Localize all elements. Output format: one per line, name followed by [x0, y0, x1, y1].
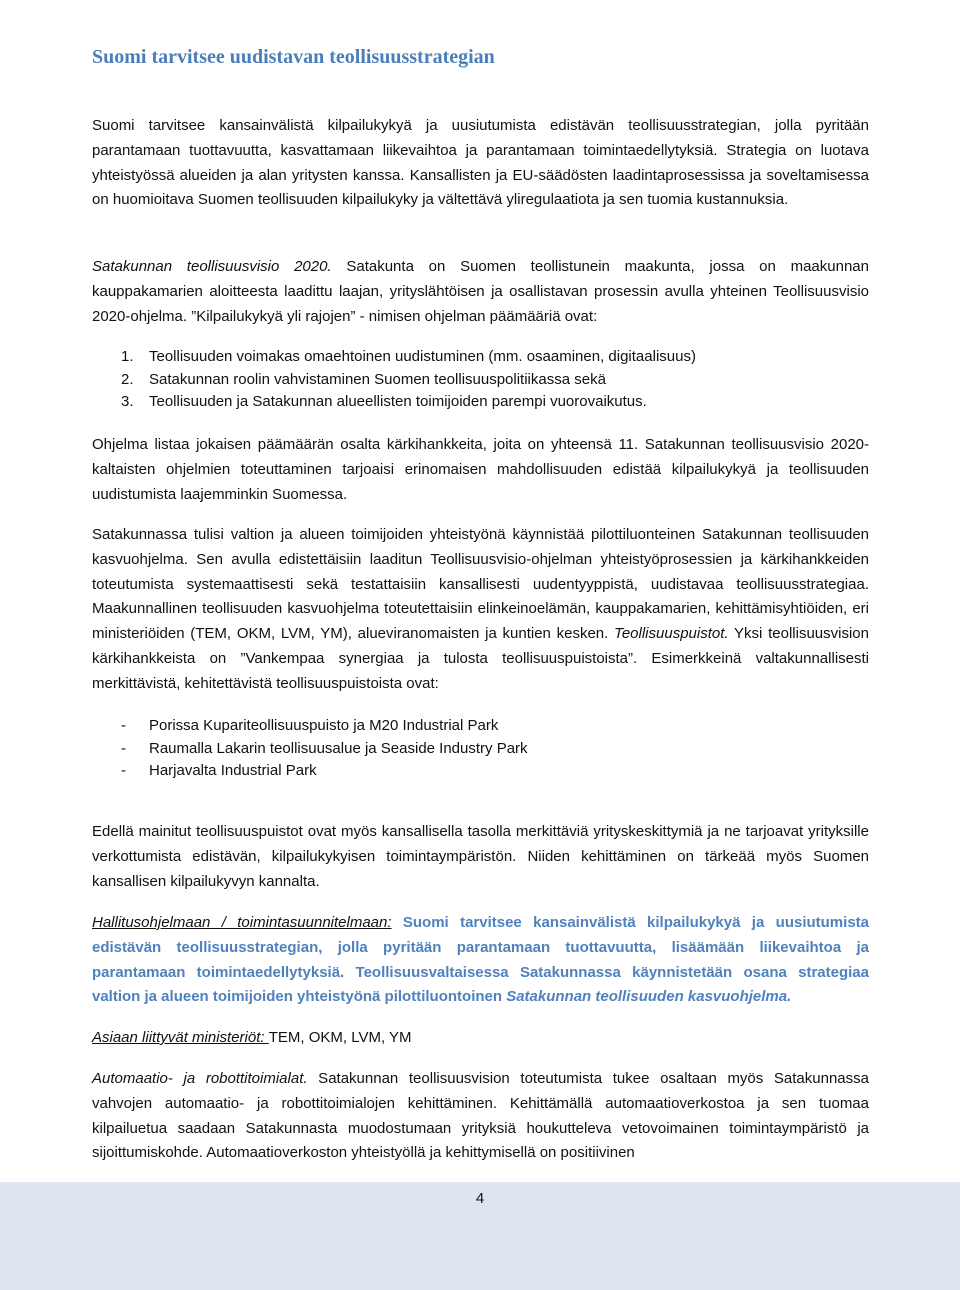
list-item	[92, 391, 869, 414]
paragraph-ministeriot	[92, 1026, 869, 1051]
goals-list	[92, 346, 869, 414]
list-item-text: Porissa Kupariteollisuuspuisto ja M20 Industrial Park	[149, 717, 499, 734]
list-item-text: Teollisuuden voimakas omaehtoinen uudistuminen (mm. osaaminen, digitaalisuus)	[149, 348, 696, 365]
paragraph-teollisuusvisio	[92, 255, 869, 329]
paragraph-text	[92, 255, 869, 329]
paragraph-body: Satakunta on Suomen teollistunein maakunta, jossa on maakunnan kauppakamarien aloitteesta laadittu laajan, yrityslähtöisen ja osallistavan prosessin avulla yhteinen Teollisuusvisio 2020-ohjelma. ”Kilpailukykyä yli rajojen” - nimisen ohjelman päämääriä ovat:	[92, 258, 869, 325]
list-item-text: Teollisuuden ja Satakunnan alueellisten toimijoiden parempi vuorovaikutus.	[149, 393, 647, 410]
paragraph-body: Satakunnan teollisuusvision toteutumista tukee osaltaan myös Satakunnassa vahvojen automaatio- ja robottitoimialojen kehittäminen. Kehittämällä automaatioverkostoa ja sen tuomaa kilpailuetua saadaan Satakunnasta muodostumaan yrityksiä houkutteleva vetovoimainen toimintaympäristö ja sijoittumiskohde. Automaatioverkoston yhteistyöllä ja kehittymisellä on positiivinen	[92, 1070, 869, 1162]
paragraph-text: Suomi tarvitsee kansainvälistä kilpailukykyä ja uusiutumista edistävän teollisuusstrategian, jolla pyritään parantamaan tuottavuutta, kasvattamaan liikevaihtoa ja parantamaan toimintaedellytyksiä. Strategia on luotava yhteistyössä alueiden ja alan yritysten kanssa. Kansallisten ja EU-säädösten laadintaprosessissa ja soveltamisessa on huomioitava Suomen teollisuuden kilpailukyky ja vältettävä yliregulaatiota ja sen tuomia kustannuksia.	[92, 117, 869, 209]
highlighted-italic-text: Satakunnan teollisuuden kasvuohjelma.	[506, 988, 792, 1006]
list-marker: 3.	[121, 393, 134, 410]
paragraph-kasvuohjelma	[92, 523, 869, 697]
highlighted-text: Suomi tarvitsee kansainvälistä kilpailukykyä ja uusiutumista edistävän teollisuusstrategian, jolla pyritään parantamaan tuottavuutta, lisäämään liikevaihtoa ja parantamaan toimintaedellytyksiä. Teollisuusvaltaisessa Satakunnassa käynnistetään osana strategiaa valtion ja alueen toimijoiden yhteistyönä pilottiluontoinen	[92, 914, 869, 1006]
list-item-text: Satakunnan roolin vahvistaminen Suomen teollisuuspolitiikassa sekä	[149, 370, 606, 388]
list-marker: -	[121, 717, 126, 734]
italic-lead: Teollisuuspuistot.	[614, 625, 729, 643]
underlined-label: Hallitusohjelmaan / toimintasuunnitelmaan:	[92, 914, 392, 931]
list-item-text: Harjavalta Industrial Park	[149, 762, 317, 779]
paragraph-intro	[92, 114, 869, 213]
list-item	[92, 346, 869, 369]
paragraph-teollisuuspuistot	[92, 820, 869, 894]
list-item	[92, 369, 869, 392]
list-marker: 2.	[121, 370, 134, 388]
paragraph-body: Yksi teollisuusvision kärkihankkeista on ”Vankempaa synergiaa ja tulosta teollisuuspuistoista”. Esimerkkeinä valtakunnallisesti merkittävistä, kehitettävistä teollisuuspuistoista ovat:	[92, 625, 869, 692]
underlined-label: Asiaan liittyvät ministeriöt:	[92, 1029, 269, 1046]
page-number: 4	[475, 1190, 485, 1207]
list-item-text: Raumalla Lakarin teollisuusalue ja Seaside Industry Park	[149, 739, 528, 757]
numbered-list	[92, 346, 869, 414]
paragraph-body: Satakunnassa tulisi valtion ja alueen toimijoiden yhteistyönä käynnistää pilottiluonteinen Satakunnan teollisuuden kasvuohjelma. Sen avulla edistettäisiin laaditun Teollisuusvisio-ohjelman yhteistyöprosessien ja kärkihankkeiden toteutumista systemaattisesti sekä testattaisiin kansallisesti uudentyyppistä, uudistavaa teollisuusstrategiaa. Maakunnallinen teollisuuden kasvuohjelma toteutettaisiin elinkeinoelämän, kauppakamarien, kehittämisyhtiöiden, eri ministeriöiden (TEM, OKM, LVM, YM), alueviranomaisten ja kuntien kesken.	[92, 526, 869, 643]
paragraph-automaatio	[92, 1067, 869, 1166]
list-item	[92, 760, 869, 783]
list-item	[92, 738, 869, 761]
paragraph-text: Edellä mainitut teollisuuspuistot ovat myös kansallisella tasolla merkittäviä yrityskeskittymiä ja ne tarjoavat yrityksille verkottumista edistävän, kilpailukykyisen toimintaympäristön. Niiden kehittäminen on tärkeää myös Suomen kansallisen kilpailukyvyn kannalta.	[92, 823, 869, 890]
paragraph-hallitusohjelma	[92, 911, 869, 1010]
list-marker: -	[121, 739, 126, 757]
paragraph-text	[92, 523, 869, 697]
dash-list	[92, 715, 869, 783]
list-marker: 1.	[121, 348, 134, 365]
list-marker: -	[121, 762, 126, 779]
page-title: Suomi tarvitsee uudistavan teollisuusstrategian	[92, 46, 495, 68]
paragraph-body: TEM, OKM, LVM, YM	[268, 1029, 412, 1046]
list-item	[92, 715, 869, 738]
italic-lead: Automaatio- ja robottitoimialat.	[92, 1070, 308, 1087]
paragraph-karkihankkeet	[92, 433, 869, 507]
paragraph-text	[92, 1067, 869, 1166]
paragraph-text	[92, 911, 869, 1010]
paragraph-text	[92, 1026, 869, 1051]
paragraph-text: Ohjelma listaa jokaisen päämäärän osalta kärkihankkeita, joita on yhteensä 11. Satakunnan teollisuusvisio 2020-kaltaisten ohjelmien toteuttaminen tarjoaisi erinomaisen mahdollisuuden edistää kilpailukykyä ja teollisuuden uudistumista laajemminkin Suomessa.	[92, 436, 869, 503]
italic-lead: Satakunnan teollisuusvisio 2020.	[92, 258, 332, 275]
parks-list	[92, 715, 869, 783]
